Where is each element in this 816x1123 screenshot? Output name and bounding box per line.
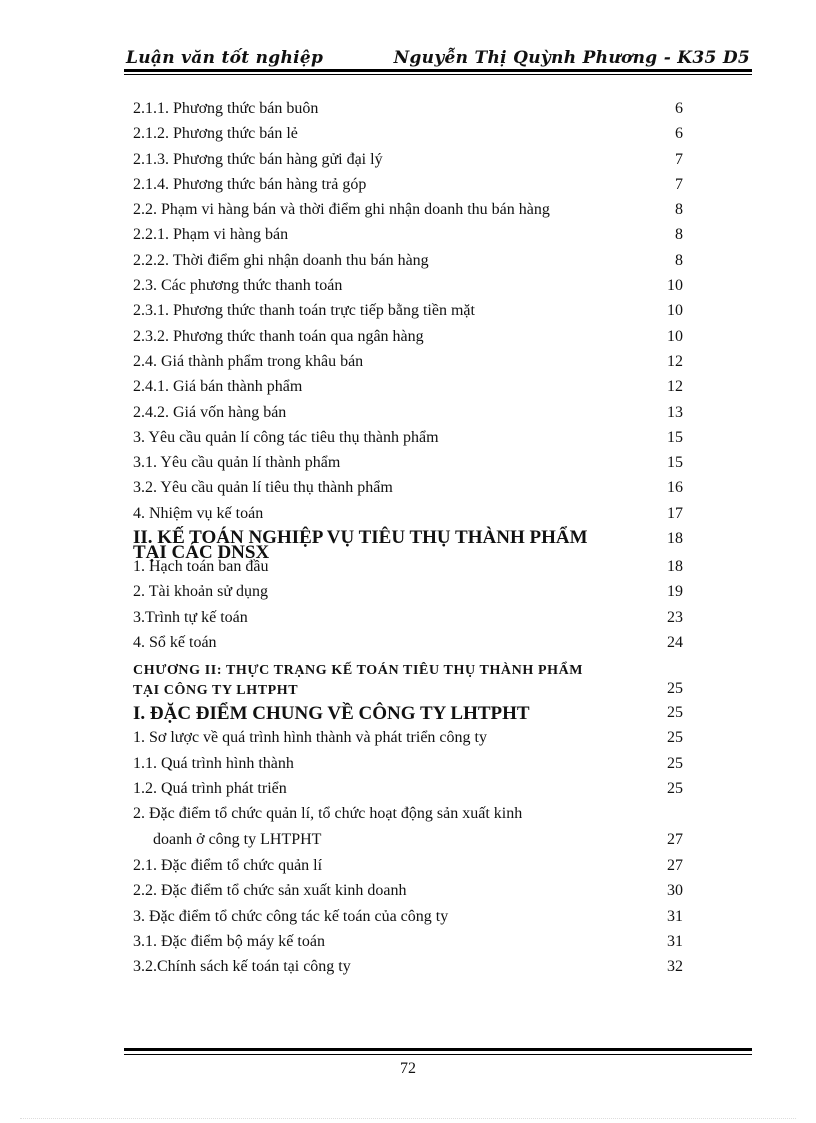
toc-entry-title: II. KẾ TOÁN NGHIỆP VỤ TIÊU THỤ THÀNH PHẨM TẠI CÁC DNSX <box>133 527 588 564</box>
toc-entry-page: 10 <box>667 302 683 320</box>
toc-entry-page: 8 <box>675 201 683 219</box>
toc-entry <box>133 172 693 197</box>
toc-entry-page: 30 <box>667 882 683 900</box>
toc-entry-title: 3. Yêu cầu quản lí công tác tiêu thụ thành phẩm <box>133 428 439 446</box>
toc-entry-title: 4. Sổ kế toán <box>133 633 217 651</box>
toc-entry-title: 3.2.Chính sách kế toán tại công ty <box>133 958 351 976</box>
toc-entry <box>133 725 693 750</box>
toc-entry-title: 2.4.2. Giá vốn hàng bán <box>133 403 287 421</box>
toc-entry-page: 32 <box>667 958 683 976</box>
footer-rule-thick <box>124 1048 752 1051</box>
toc-entry-title: 1.1. Quá trình hình thành <box>133 754 294 772</box>
toc-entry-title: doanh ở công ty LHTPHT <box>153 831 322 849</box>
toc-entry <box>133 954 693 979</box>
toc-entry-title: 1.2. Quá trình phát triển <box>133 779 287 797</box>
toc-entry-title: 2.4.1. Giá bán thành phẩm <box>133 378 303 396</box>
toc-entry-page: 6 <box>675 100 683 117</box>
toc-entry-page: 10 <box>667 327 683 345</box>
toc-entry <box>133 554 693 579</box>
toc-entry-page: 18 <box>667 558 683 576</box>
toc-entry-title: 2.2.1. Phạm vi hàng bán <box>133 226 289 244</box>
toc-entry-page: 23 <box>667 608 683 626</box>
toc-entry-title: 2.3. Các phương thức thanh toán <box>133 277 343 295</box>
header-rule-thick <box>124 69 752 72</box>
toc-entry <box>133 374 693 399</box>
toc-entry <box>133 248 693 273</box>
toc-entry-title: 3.1. Yêu cầu quản lí thành phẩm <box>133 454 341 472</box>
toc-entry-title: 2.3.1. Phương thức thanh toán trực tiếp bằng tiền mặt <box>133 302 475 320</box>
toc-entry-page: 15 <box>667 454 683 472</box>
toc-entry-page: 31 <box>667 907 683 925</box>
toc-entry <box>133 450 693 475</box>
page-bottom-divider <box>20 1118 796 1119</box>
header-rule-thin <box>124 74 752 75</box>
toc-entry-page: 24 <box>667 633 683 651</box>
page-number: 72 <box>400 1060 416 1077</box>
toc-entry-page: 17 <box>667 504 683 522</box>
toc-entry-title: 3.1. Đặc điểm bộ máy kế toán <box>133 933 325 951</box>
toc-entry <box>133 425 693 450</box>
toc-entry <box>133 501 693 526</box>
toc-entry-title: 2.1.2. Phương thức bán lẻ <box>133 125 298 143</box>
toc-entry-title: 2.1.3. Phương thức bán hàng gửi đại lý <box>133 150 383 168</box>
toc-entry-title: CHƯƠNG II: THỰC TRẠNG KẾ TOÁN TIÊU THỤ THÀNH PHẨM TẠI CÔNG TY LHTPHT <box>133 663 584 699</box>
page-header <box>124 44 752 74</box>
toc-entry <box>133 147 693 172</box>
toc-entry-page: 25 <box>667 679 683 697</box>
toc-entry-title: 4. Nhiệm vụ kế toán <box>133 504 264 522</box>
toc-entry-page: 7 <box>675 175 683 193</box>
toc-entry-title: 2.1. Đặc điểm tổ chức quản lí <box>133 857 323 875</box>
toc-chapter-heading <box>133 659 693 701</box>
toc-section-heading <box>133 703 693 725</box>
toc-entry-page: 15 <box>667 428 683 446</box>
toc-entry <box>133 579 693 604</box>
toc-entry-title: 2.2. Phạm vi hàng bán và thời điểm ghi nhận doanh thu bán hàng <box>133 201 550 219</box>
toc-entry-page: 25 <box>667 703 683 721</box>
toc-entry <box>133 273 693 298</box>
toc-entry-page: 13 <box>667 403 683 421</box>
toc-entry-page: 19 <box>667 583 683 601</box>
toc-entry-title: 3.Trình tự kế toán <box>133 608 248 626</box>
toc-entry-title: 1. Sơ lược về quá trình hình thành và phát triển công ty <box>133 729 487 747</box>
toc-entry-page: 31 <box>667 933 683 951</box>
toc-entry-page: 25 <box>667 754 683 772</box>
toc-entry-page: 7 <box>675 150 683 168</box>
toc-entry-page: 27 <box>667 857 683 875</box>
toc-entry <box>133 878 693 903</box>
toc-entry <box>133 197 693 222</box>
header-author-label: Nguyễn Thị Quỳnh Phương - K35 D5 <box>393 48 750 68</box>
toc-entry-page: 8 <box>675 251 683 269</box>
toc-entry-page: 12 <box>667 352 683 370</box>
toc-entry-page: 12 <box>667 378 683 396</box>
toc-entry-page: 10 <box>667 277 683 295</box>
toc-entry <box>133 349 693 374</box>
toc-entry <box>133 96 693 121</box>
toc-entry-title: 3.2. Yêu cầu quản lí tiêu thụ thành phẩm <box>133 479 393 497</box>
footer-rule-thin <box>124 1054 752 1055</box>
toc-entry-title: 1. Hạch toán ban đầu <box>133 558 269 576</box>
toc-entry-title: 2. Tài khoản sử dụng <box>133 583 269 601</box>
toc-entry <box>133 605 693 630</box>
toc-entry-title: 3. Đặc điểm tổ chức công tác kế toán của công ty <box>133 907 449 925</box>
toc-entry <box>133 751 693 776</box>
toc-entry <box>133 400 693 425</box>
toc-entry-page: 18 <box>667 530 683 548</box>
toc-entry-page: 25 <box>667 779 683 797</box>
toc-entry <box>133 776 693 801</box>
toc-entry <box>133 853 693 878</box>
toc-entry <box>133 929 693 954</box>
toc-entry-page: 8 <box>675 226 683 244</box>
toc-entry <box>133 324 693 349</box>
toc-entry-title: 2.3.2. Phương thức thanh toán qua ngân hàng <box>133 327 424 345</box>
table-of-contents <box>133 96 693 980</box>
toc-entry <box>133 222 693 247</box>
toc-entry <box>133 827 693 853</box>
toc-entry <box>133 298 693 323</box>
toc-entry-page: 16 <box>667 479 683 497</box>
toc-entry-title: 2.2.2. Thời điểm ghi nhận doanh thu bán hàng <box>133 251 429 269</box>
toc-entry-title: 2.1.4. Phương thức bán hàng trả góp <box>133 175 367 193</box>
header-thesis-label: Luận văn tốt nghiệp <box>126 48 324 68</box>
toc-entry-title: 2.4. Giá thành phẩm trong khâu bán <box>133 352 364 370</box>
toc-entry-page: 27 <box>667 831 683 849</box>
toc-entry-title: I. ĐẶC ĐIỂM CHUNG VỀ CÔNG TY LHTPHT <box>133 703 530 725</box>
toc-section-heading <box>133 526 693 564</box>
toc-entry <box>133 904 693 929</box>
toc-entry <box>133 801 693 827</box>
toc-entry-title: 2.1.1. Phương thức bán buôn <box>133 100 319 117</box>
toc-entry-title: 2. Đặc điểm tổ chức quản lí, tổ chức hoạt động sản xuất kinh <box>133 805 523 823</box>
toc-entry <box>133 475 693 500</box>
toc-entry-title: 2.2. Đặc điểm tổ chức sản xuất kinh doanh <box>133 882 407 900</box>
toc-entry <box>133 121 693 146</box>
toc-entry-page: 25 <box>667 729 683 747</box>
toc-entry <box>133 630 693 655</box>
toc-entry-page: 6 <box>675 125 683 143</box>
